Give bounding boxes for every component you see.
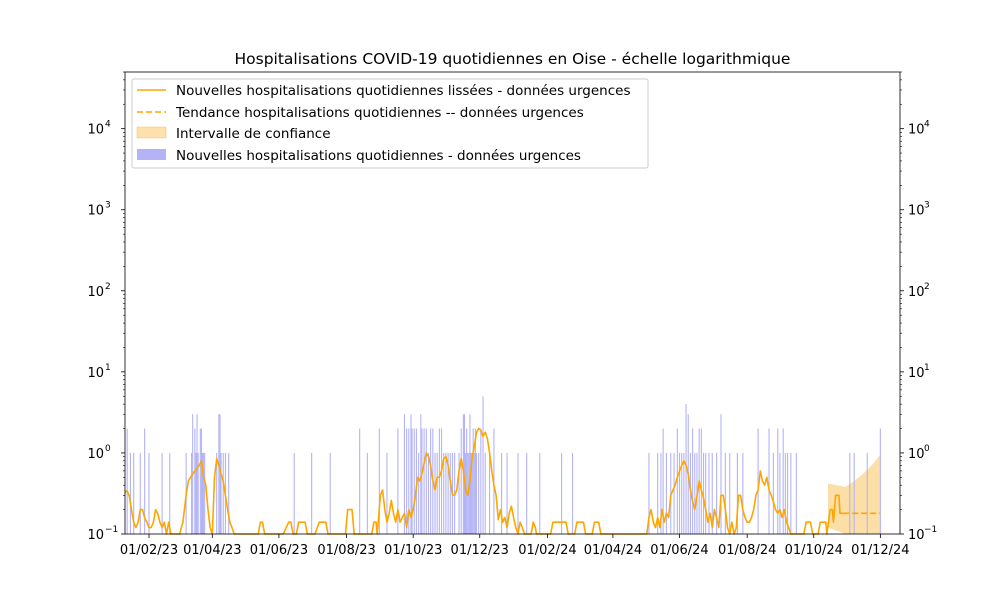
daily-bar xyxy=(445,453,446,534)
daily-bar xyxy=(441,429,442,534)
daily-bar xyxy=(692,429,693,534)
daily-bar xyxy=(218,414,219,534)
daily-bar xyxy=(473,429,474,534)
daily-bar xyxy=(430,429,431,534)
daily-bar xyxy=(666,453,667,534)
daily-bar xyxy=(465,453,466,534)
daily-bar xyxy=(485,453,486,534)
legend-trend-label: Tendance hospitalisations quotidiennes -- données urgences xyxy=(176,105,584,121)
daily-bar xyxy=(720,414,721,534)
daily-bar xyxy=(478,453,479,534)
daily-bar xyxy=(476,453,477,534)
x-tick-label: 01/06/23 xyxy=(249,543,309,558)
daily-bar xyxy=(330,453,331,534)
x-axis xyxy=(120,534,910,558)
x-tick-label: 01/02/24 xyxy=(518,543,577,558)
daily-bar xyxy=(196,414,197,534)
y-tick-label-right: 10 xyxy=(908,446,925,462)
daily-bar xyxy=(414,429,415,534)
daily-bar xyxy=(162,453,163,534)
daily-bar xyxy=(201,429,202,534)
legend-ci-swatch xyxy=(137,127,166,138)
daily-bar xyxy=(203,453,204,534)
daily-bar xyxy=(796,453,797,534)
daily-bar xyxy=(437,453,438,534)
daily-bar xyxy=(221,453,222,534)
y-tick-label-right: 10 xyxy=(908,284,925,300)
daily-bar xyxy=(367,453,368,534)
daily-bar xyxy=(194,429,195,534)
y-axis-left xyxy=(87,72,125,543)
daily-bar xyxy=(223,453,224,534)
y-tick-label: 10 xyxy=(87,446,104,462)
y-tick-label-exponent-right: 4 xyxy=(924,119,930,130)
x-tick-label: 01/04/23 xyxy=(183,543,242,558)
daily-bar xyxy=(418,453,419,534)
x-tick-label: 01/04/24 xyxy=(583,543,643,558)
daily-bar xyxy=(790,453,791,534)
y-tick-label-exponent: 2 xyxy=(105,281,111,292)
legend-smoothed-label: Nouvelles hospitalisations quotidiennes lissées - données urgences xyxy=(176,83,631,99)
legend-bars-label: Nouvelles hospitalisations quotidiennes - données urgences xyxy=(176,148,581,164)
daily-bar xyxy=(742,453,743,534)
bar-layer xyxy=(127,396,881,534)
daily-bar xyxy=(854,453,855,534)
daily-bar xyxy=(450,453,451,534)
daily-bar xyxy=(779,453,780,534)
daily-bar xyxy=(517,453,518,534)
daily-bar xyxy=(434,453,435,534)
y-tick-label-right: 10 xyxy=(908,365,925,381)
x-tick-label: 01/08/23 xyxy=(317,543,376,558)
y-tick-label: 10 xyxy=(87,284,104,300)
x-tick-label: 01/12/24 xyxy=(851,543,910,558)
daily-bar xyxy=(489,453,490,534)
y-tick-label-right: 10 xyxy=(908,528,925,543)
daily-bar xyxy=(200,429,201,534)
daily-bar xyxy=(461,429,462,534)
daily-bar xyxy=(849,453,850,534)
daily-bar xyxy=(773,453,774,534)
y-tick-label-exponent-right: 3 xyxy=(924,200,930,211)
daily-bar xyxy=(703,453,704,534)
x-tick-label: 01/02/23 xyxy=(119,543,179,558)
y-tick-label-exponent-right: 2 xyxy=(924,281,930,292)
daily-bar xyxy=(777,429,778,534)
y-tick-label-right: 10 xyxy=(908,203,925,219)
daily-bar xyxy=(526,453,527,534)
legend-bars-swatch xyxy=(137,149,166,160)
y-tick-label: 10 xyxy=(87,203,104,219)
daily-bar xyxy=(474,453,475,534)
daily-bar xyxy=(294,453,295,534)
y-axis-right xyxy=(900,72,937,543)
daily-bar xyxy=(148,453,149,534)
y-tick-label-exponent: 3 xyxy=(105,200,111,211)
daily-bar xyxy=(195,453,196,534)
daily-bar xyxy=(311,453,312,534)
daily-bar xyxy=(127,429,128,534)
daily-bar xyxy=(482,396,483,534)
daily-bar xyxy=(783,429,784,534)
y-tick-label-exponent: 4 xyxy=(105,119,111,130)
daily-bar xyxy=(421,429,422,534)
chart-title: Hospitalisations COVID-19 quotidiennes en Oise - échelle logarithmique xyxy=(234,50,791,68)
y-tick-label: 10 xyxy=(87,365,104,381)
daily-bar xyxy=(480,429,481,534)
legend xyxy=(132,79,648,168)
daily-bar xyxy=(768,429,769,534)
daily-bar xyxy=(683,453,684,534)
daily-bar xyxy=(359,429,360,534)
daily-bar xyxy=(428,453,429,534)
y-tick-label-exponent: 0 xyxy=(105,443,111,454)
y-tick-label-exponent-right: 0 xyxy=(924,443,930,454)
daily-bar xyxy=(705,453,706,534)
smoothed-line xyxy=(125,429,843,535)
daily-bar xyxy=(867,453,868,534)
daily-bar xyxy=(191,453,192,534)
daily-bar xyxy=(412,429,413,534)
line-layer xyxy=(125,429,880,535)
y-tick-label: 10 xyxy=(87,528,104,543)
y-tick-label: 10 xyxy=(87,122,104,138)
daily-bar xyxy=(424,429,425,534)
daily-bar xyxy=(426,429,427,534)
x-tick-label: 01/10/24 xyxy=(784,543,843,558)
y-tick-label-exponent: 1 xyxy=(105,362,111,373)
daily-bar xyxy=(679,453,680,534)
x-tick-label: 01/06/24 xyxy=(650,543,709,558)
y-tick-label-right: 10 xyxy=(908,122,925,138)
y-tick-label-exponent-right: −1 xyxy=(924,525,938,535)
daily-bar xyxy=(725,453,726,534)
x-tick-label: 01/10/23 xyxy=(383,543,443,558)
daily-bar xyxy=(539,453,540,534)
daily-bar xyxy=(140,453,141,534)
daily-bar xyxy=(880,429,881,534)
daily-bar xyxy=(130,453,131,534)
y-tick-label-exponent-right: 1 xyxy=(924,362,930,373)
daily-bar xyxy=(572,453,573,534)
daily-bar xyxy=(674,453,675,534)
daily-bar xyxy=(466,429,467,534)
daily-bar xyxy=(701,429,702,534)
daily-bar xyxy=(397,429,398,534)
daily-bar xyxy=(729,453,730,534)
legend-ci-label: Intervalle de confiance xyxy=(176,126,331,142)
x-tick-label: 01/08/24 xyxy=(717,543,777,558)
daily-bar xyxy=(694,453,695,534)
daily-bar xyxy=(439,429,440,534)
y-tick-label-exponent: −1 xyxy=(105,525,119,535)
daily-bar xyxy=(204,453,205,534)
x-tick-label: 01/12/23 xyxy=(450,543,509,558)
